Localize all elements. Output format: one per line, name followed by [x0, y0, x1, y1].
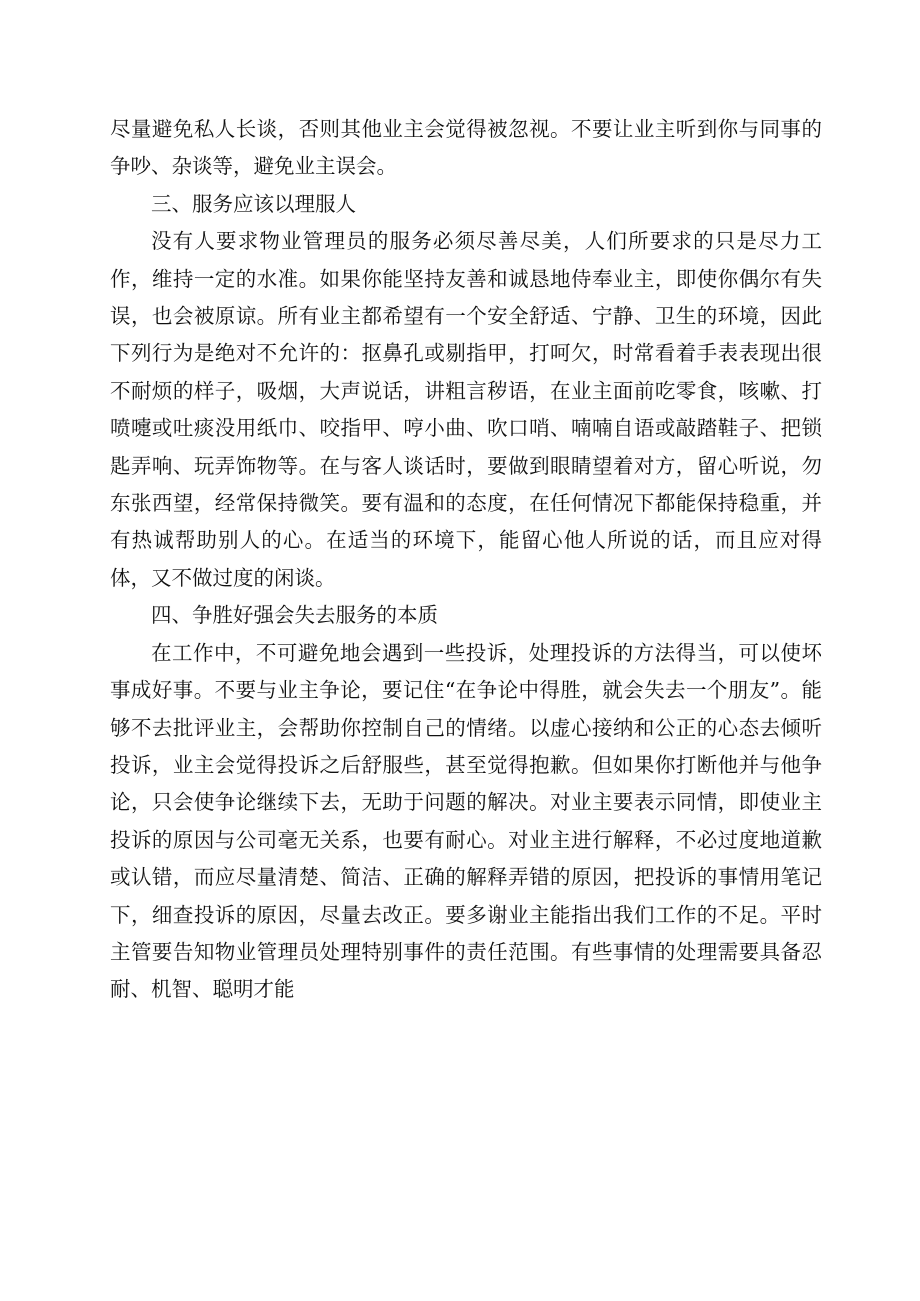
paragraph-continuation: 尽量避免私人长谈，否则其他业主会觉得被忽视。不要让业主听到你与同事的争吵、杂谈等，避免业主误会。 — [110, 117, 822, 179]
paragraph-service-standards: 没有人要求物业管理员的服务必须尽善尽美，人们所要求的只是尽力工作，维持一定的水准。如果你能坚持友善和诚恳地侍奉业主，即使你偶尔有失误，也会被原谅。所有业主都希望有一个安全舒适、宁静、卫生的环境，因此下列行为是绝对不允许的：抠鼻孔或剔指甲，打呵欠，时常看着手表表现出很不耐烦的样子，吸烟，大声说话，讲粗言秽语，在业主面前吃零食，咳嗽、打喷嚏或吐痰没用纸巾、咬指甲、哼小曲、吹口哨、喃喃自语或敲踏鞋子、把锁匙弄响、玩弄饰物等。在与客人谈话时，要做到眼睛望着对方，留心听说，勿东张西望，经常保持微笑。要有温和的态度，在任何情况下都能保持稳重，并有热诚帮助别人的心。在适当的环境下，能留心他人所说的话，而且应对得体，又不做过度的闲谈。 — [110, 229, 822, 590]
section-heading-3: 三、服务应该以理服人 — [151, 191, 356, 216]
paragraph-complaint-handling: 在工作中，不可避免地会遇到一些投诉，处理投诉的方法得当，可以使坏事成好事。不要与业主争论，要记住“在争论中得胜，就会失去一个朋友”。能够不去批评业主，会帮助你控制自己的情绪。以虚心接纳和公正的心态去倾听投诉，业主会觉得投诉之后舒服些，甚至觉得抱歉。但如果你打断他并与他争论，只会使争论继续下去，无助于问题的解决。对业主要表示同情，即使业主投诉的原因与公司毫无关系，也要有耐心。对业主进行解释，不必过度地道歉或认错，而应尽量清楚、简洁、正确的解释弄错的原因，把投诉的事情用笔记下，细查投诉的原因，尽量去改正。要多谢业主能指出我们工作的不足。平时主管要告知物业管理员处理特别事件的责任范围。有些事情的处理需要具备忍耐、机智、聪明才能 — [110, 640, 822, 1002]
document-page — [110, 111, 822, 1009]
section-heading-4: 四、争胜好强会失去服务的本质 — [151, 603, 438, 628]
